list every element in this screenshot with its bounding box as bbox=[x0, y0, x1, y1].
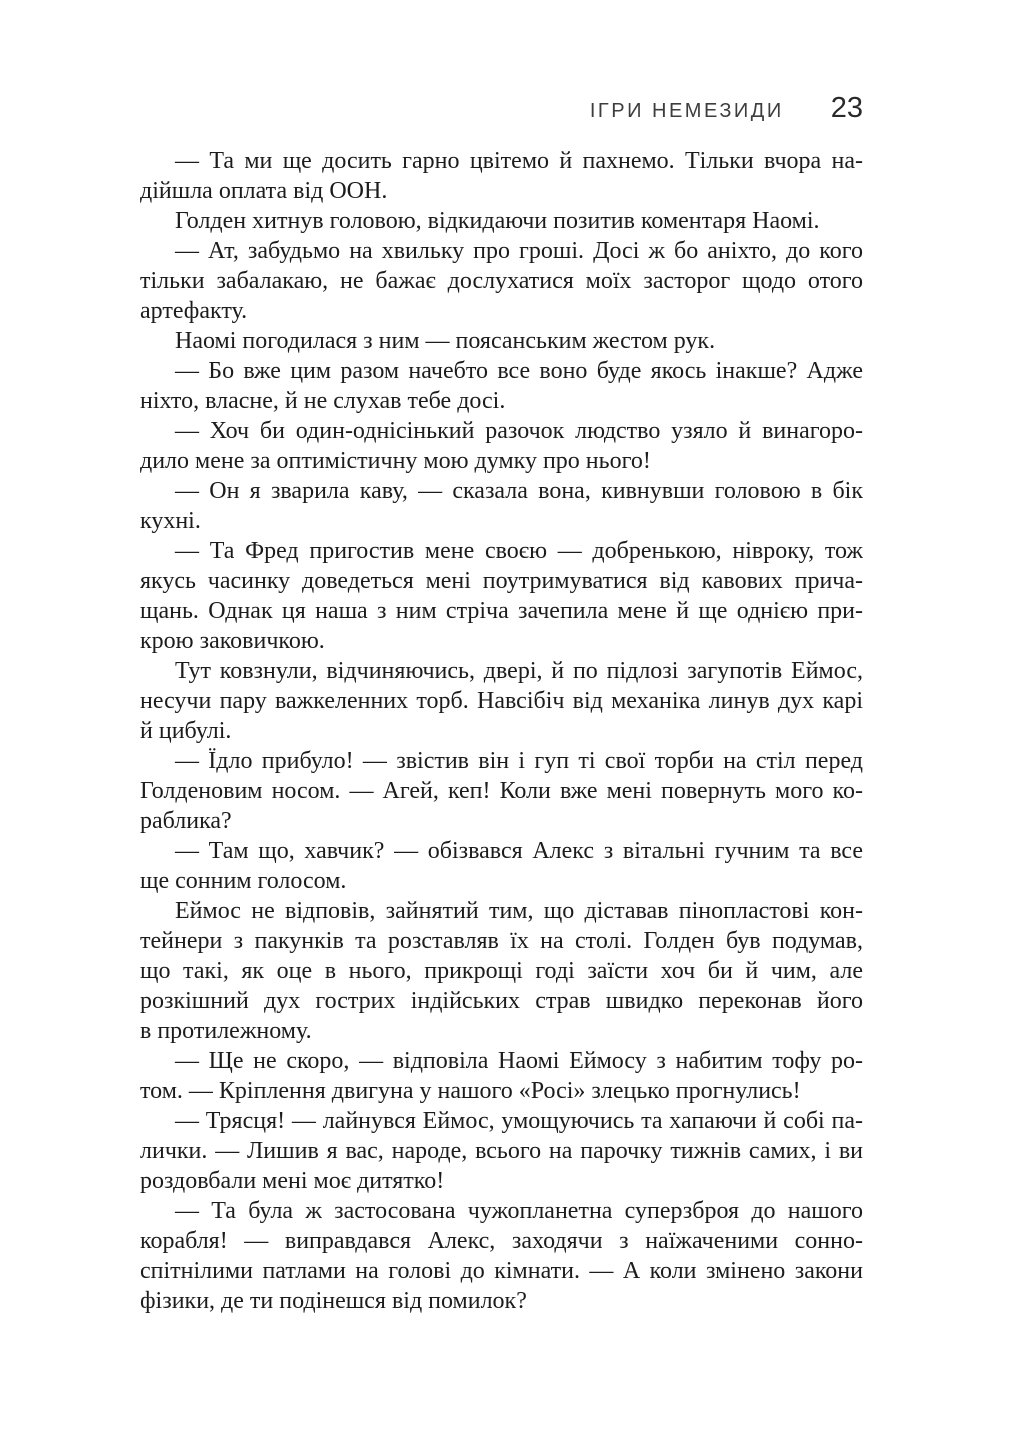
paragraph bbox=[140, 1196, 863, 1316]
text-line: несучи пару важкеленних торб. Навсібіч від механіка линув дух карі bbox=[140, 688, 863, 714]
paragraph bbox=[140, 896, 863, 1046]
paragraph bbox=[140, 836, 863, 896]
text-line: лички. — Лишив я вас, народе, всього на парочку тижнів самих, і ви bbox=[140, 1138, 863, 1164]
paragraph bbox=[140, 356, 863, 416]
text-line: — Та Фред пригостив мене своєю — добренькою, нівроку, тож bbox=[175, 538, 863, 564]
text-line: щань. Однак ця наша з ним стріча зачепила мене й ще однією при- bbox=[140, 598, 863, 624]
text-line: роздовбали мені моє дитятко! bbox=[140, 1168, 445, 1194]
paragraph bbox=[140, 236, 863, 326]
paragraph bbox=[140, 746, 863, 836]
text-line: — Ще не скоро, — відповіла Наомі Еймосу з набитим тофу ро- bbox=[175, 1048, 863, 1074]
text-line: що такі, як оце в нього, прикрощі годі заїсти хоч би й чим, але bbox=[140, 958, 863, 984]
paragraph bbox=[140, 536, 863, 656]
paragraph bbox=[140, 416, 863, 476]
paragraph bbox=[140, 146, 863, 206]
page-number: 23 bbox=[830, 92, 863, 124]
paragraph bbox=[140, 326, 863, 356]
body-text bbox=[140, 146, 863, 1316]
text-line: ніхто, власне, й не слухав тебе досі. bbox=[140, 388, 506, 414]
paragraph bbox=[140, 476, 863, 536]
text-line: — Їдло прибуло! — звістив він і гуп ті свої торби на стіл перед bbox=[175, 748, 863, 774]
text-line: кухні. bbox=[140, 508, 201, 534]
text-line: ще сонним голосом. bbox=[140, 868, 347, 894]
text-line: Еймос не відповів, зайнятий тим, що діставав пінопластові кон- bbox=[175, 898, 863, 924]
paragraph bbox=[140, 1046, 863, 1106]
text-line: й цибулі. bbox=[140, 718, 232, 744]
text-line: — Он я зварила каву, — сказала вона, кивнувши головою в бік bbox=[175, 478, 863, 504]
text-line: — Ат, забудьмо на хвильку про гроші. Досі ж бо аніхто, до кого bbox=[175, 238, 863, 264]
text-line: Голденовим носом. — Агей, кеп! Коли вже мені повернуть мого ко- bbox=[140, 778, 863, 804]
text-line: — Хоч би один-однісінький разочок людство узяло й винагоро- bbox=[175, 418, 863, 444]
text-line: — Там що, хавчик? — обізвався Алекс з вітальні гучним та все bbox=[175, 838, 863, 864]
paragraph bbox=[140, 1106, 863, 1196]
text-line: тільки забалакаю, не бажає дослухатися моїх засторог щодо отого bbox=[140, 268, 863, 294]
text-line: фізики, де ти подінешся від помилок? bbox=[140, 1288, 527, 1314]
page-header bbox=[590, 92, 863, 125]
text-line: якусь часинку доведеться мені поутримуватися від кавових прича- bbox=[140, 568, 863, 594]
text-line: тейнери з пакунків та розставляв їх на столі. Голден був подумав, bbox=[140, 928, 863, 954]
text-line: дило мене за оптимістичну мою думку про нього! bbox=[140, 448, 651, 474]
paragraph bbox=[140, 656, 863, 746]
running-title: ІГРИ НЕМЕЗИДИ bbox=[589, 100, 784, 122]
text-line: — Бо вже цим разом начебто все воно буде якось інакше? Адже bbox=[175, 358, 863, 384]
text-line: том. — Кріплення двигуна у нашого «Росі» злецько прогнулись! bbox=[140, 1078, 801, 1104]
text-line: Наомі погодилася з ним — поясанським жестом рук. bbox=[175, 328, 716, 354]
text-line: — Та була ж застосована чужопланетна суперзброя до нашого bbox=[175, 1198, 863, 1224]
text-line: в протилежному. bbox=[140, 1018, 312, 1044]
text-line: Голден хитнув головою, відкидаючи позитив коментаря Наомі. bbox=[175, 208, 820, 234]
text-line: — Та ми ще досить гарно цвітемо й пахнемо. Тільки вчора на- bbox=[175, 148, 863, 174]
text-line: крою заковичкою. bbox=[140, 628, 325, 654]
text-line: дійшла оплата від ООН. bbox=[140, 178, 388, 204]
text-line: артефакту. bbox=[140, 298, 248, 324]
text-line: розкішний дух гострих індійських страв швидко переконав його bbox=[140, 988, 863, 1014]
paragraph bbox=[140, 206, 863, 236]
text-line: — Трясця! — лайнувся Еймос, умощуючись та хапаючи й собі па- bbox=[175, 1108, 863, 1134]
text-line: раблика? bbox=[140, 808, 232, 834]
text-line: Тут ковзнули, відчиняючись, двері, й по підлозі загупотів Еймос, bbox=[175, 658, 863, 684]
text-line: корабля! — виправдався Алекс, заходячи з наїжаченими сонно- bbox=[140, 1228, 863, 1254]
text-line: спітнілими патлами на голові до кімнати. — А коли змінено закони bbox=[140, 1258, 863, 1284]
